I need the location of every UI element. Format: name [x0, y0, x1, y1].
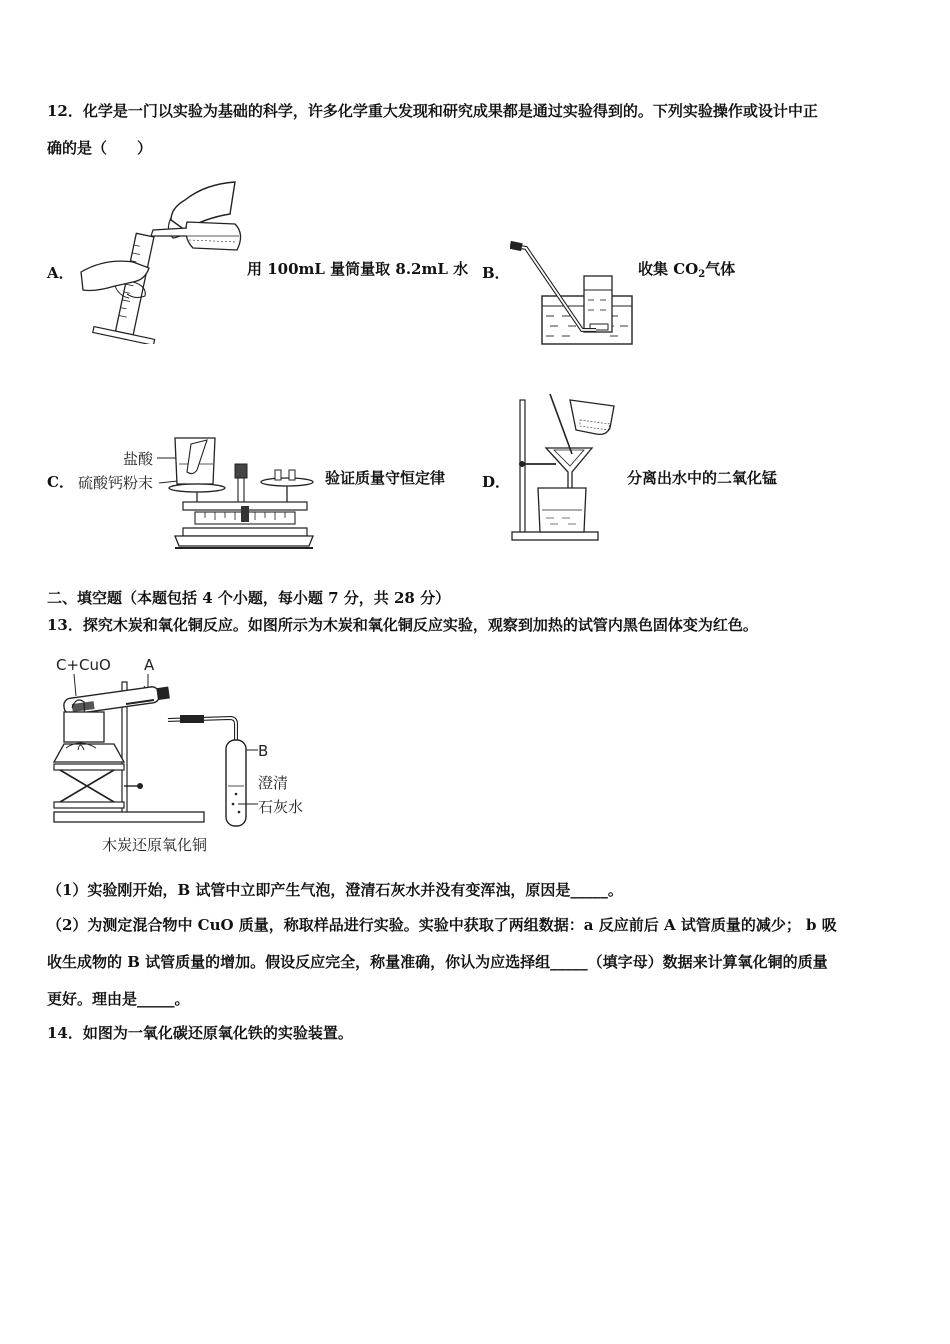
q13-sub1: （1）实验刚开始，B 试管中立即产生气泡，澄清石灰水并没有变浑浊，原因是_____。	[47, 881, 623, 899]
limewater-label-1: 澄清	[258, 774, 289, 792]
q13-sub2-line3: 更好。理由是_____。	[47, 990, 190, 1008]
q12-stem-line1: 12．化学是一门以实验为基础的科学，许多化学重大发现和研究成果都是通过实验得到的。下列实验操作或设计中正	[47, 102, 818, 120]
q13-sub2-line2: 收生成物的 B 试管质量的增加。假设反应完全，称量准确，你认为应选择组_____（填字母）数据来计算氧化铜的质量	[47, 953, 828, 971]
q12-stem-line2: 确的是（ ）	[47, 139, 153, 157]
q14-stem: 14．如图为一氧化碳还原氧化铁的实验装置。	[47, 1024, 353, 1042]
calcium-sulfate-label: 硫酸钙粉末	[78, 474, 154, 492]
tube-b-label: B	[258, 742, 269, 760]
section2-heading: 二、填空题（本题包括 4 个小题，每小题 7 分，共 28 分）	[47, 589, 451, 607]
option-a-letter: A．	[47, 264, 74, 282]
option-d-caption: 分离出水中的二氧化锰	[627, 469, 778, 487]
tube-a-label: A	[144, 656, 155, 674]
option-a-caption: 用 100mL 量筒量取 8.2mL 水	[247, 260, 469, 278]
option-b-letter: B．	[482, 264, 510, 282]
q13-sub2-line1: （2）为测定混合物中 CuO 质量，称取样品进行实验。实验中获取了两组数据：a 反应前后 A 试管质量的减少； b 吸	[47, 916, 837, 934]
limewater-label-2: 石灰水	[258, 798, 304, 816]
balance-figure	[75, 428, 315, 552]
option-b-caption: 收集 $CO_2$气体	[638, 260, 736, 280]
q13-stem: 13．探究木炭和氧化铜反应。如图所示为木炭和氧化铜反应实验，观察到加热的试管内黑色固体变为红色。	[47, 616, 758, 634]
figure-caption: 木炭还原氧化铜	[102, 836, 208, 854]
reagent-label: C+CuO	[56, 656, 111, 674]
option-d-letter: D．	[482, 473, 511, 491]
option-c-caption: 验证质量守恒定律	[325, 469, 446, 487]
filtration-figure	[510, 392, 618, 544]
gas-collection-figure	[510, 238, 635, 346]
hcl-label: 盐酸	[123, 450, 154, 468]
option-c-letter: C．	[47, 473, 74, 491]
charcoal-reduction-figure	[50, 652, 320, 862]
graduated-cylinder-figure	[75, 178, 250, 344]
